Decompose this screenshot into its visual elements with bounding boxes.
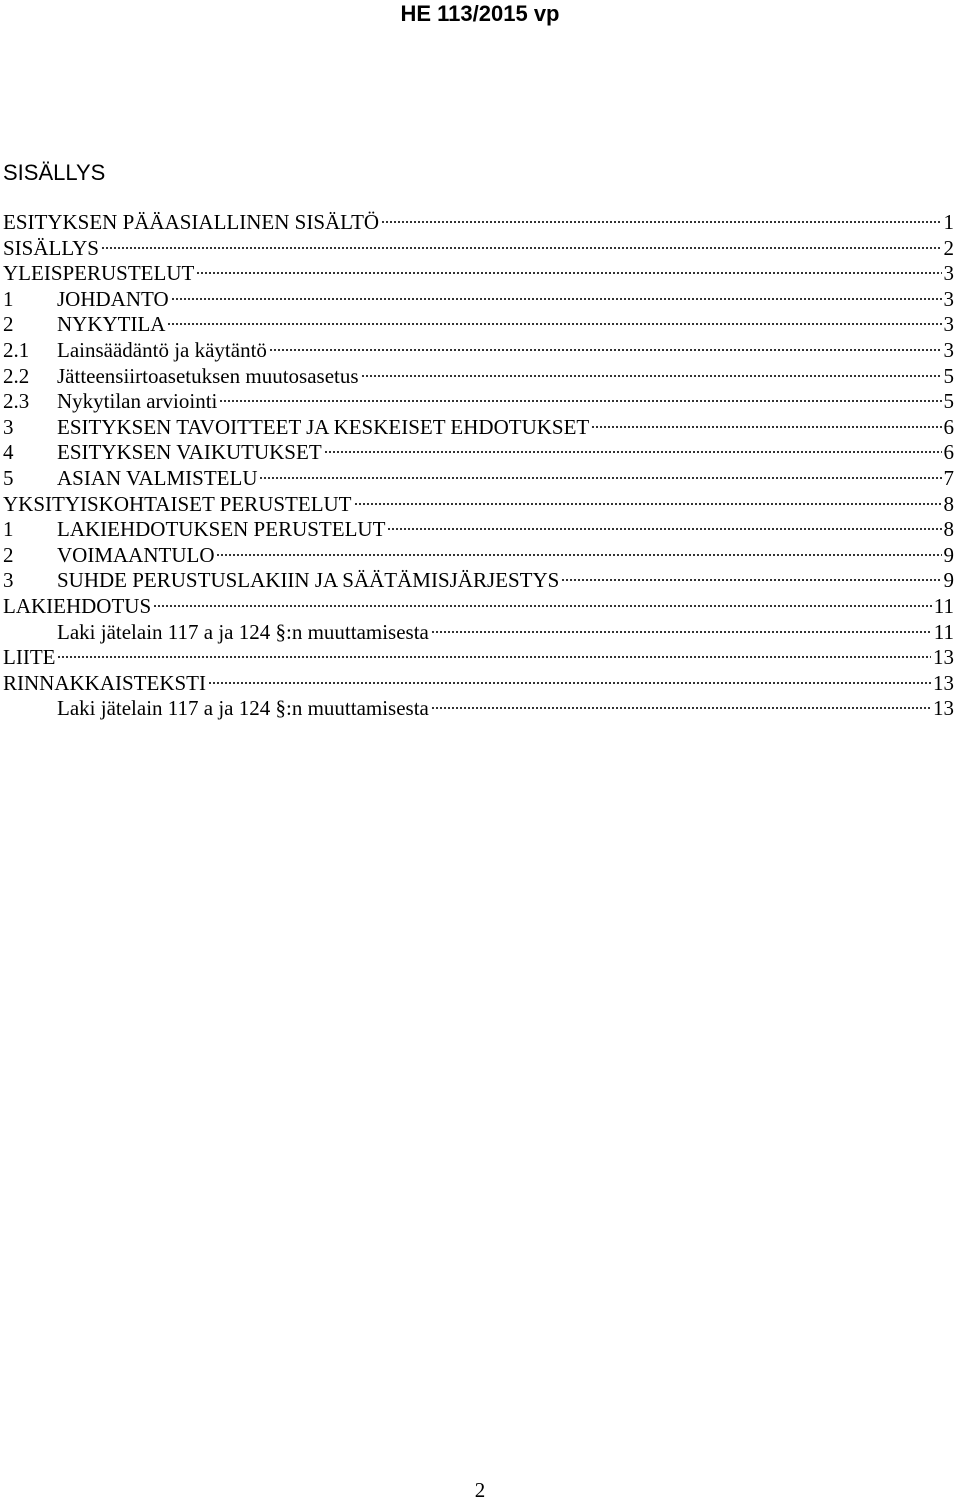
toc-entry-page: 8 — [943, 517, 954, 542]
toc-dot-leader — [216, 553, 941, 557]
toc-entry-label: SUHDE PERUSTUSLAKIIN JA SÄÄTÄMISJÄRJESTYS — [57, 568, 560, 593]
toc-entry[interactable] — [3, 645, 954, 671]
toc-entry-page: 2 — [943, 235, 954, 260]
toc-entry-number: 2.2 — [3, 363, 30, 388]
toc-entry-label: LIITE — [3, 645, 56, 670]
toc-entry-page: 9 — [943, 568, 954, 593]
page-number: 2 — [474, 1478, 486, 1502]
toc-entry[interactable] — [3, 620, 954, 646]
toc-dot-leader — [171, 297, 942, 301]
toc-entry[interactable] — [3, 568, 954, 594]
toc-dot-leader — [381, 220, 941, 224]
toc-entry-page: 5 — [943, 389, 954, 414]
toc-dot-leader — [269, 348, 942, 352]
toc-entry-label: JOHDANTO — [57, 286, 169, 311]
toc-entry[interactable] — [3, 312, 954, 338]
toc-entry-page: 3 — [943, 312, 954, 337]
toc-entry-label: Laki jätelain 117 a ja 124 §:n muuttamisesta — [57, 696, 429, 721]
section-title: SISÄLLYS — [3, 160, 106, 185]
toc-entry[interactable] — [3, 364, 954, 390]
toc-entry-page: 8 — [943, 491, 954, 516]
toc-entry-number: 3 — [3, 568, 14, 593]
toc-dot-leader — [196, 271, 941, 275]
toc-entry-label: LAKIEHDOTUKSEN PERUSTELUT — [57, 517, 386, 542]
table-of-contents — [3, 210, 954, 722]
toc-entry-page: 13 — [933, 670, 954, 695]
toc-entry[interactable] — [3, 594, 954, 620]
toc-entry-label: ESITYKSEN TAVOITTEET JA KESKEISET EHDOTUKSET — [57, 414, 590, 439]
toc-dot-leader — [153, 604, 932, 608]
toc-dot-leader — [101, 246, 942, 250]
toc-entry-page: 7 — [943, 465, 954, 490]
toc-entry[interactable] — [3, 543, 954, 569]
toc-entry-label: RINNAKKAISTEKSTI — [3, 670, 206, 695]
toc-entry-page: 3 — [943, 337, 954, 362]
toc-dot-leader — [219, 399, 941, 403]
toc-dot-leader — [387, 527, 941, 531]
toc-entry-number: 3 — [3, 414, 14, 439]
toc-entry-label: Lainsäädäntö ja käytäntö — [57, 337, 267, 362]
toc-entry[interactable] — [3, 210, 954, 236]
toc-entry[interactable] — [3, 415, 954, 441]
toc-entry-page: 13 — [933, 645, 954, 670]
toc-entry-page: 13 — [933, 696, 954, 721]
toc-entry[interactable] — [3, 671, 954, 697]
toc-entry-number: 1 — [3, 517, 14, 542]
toc-entry-page: 5 — [943, 363, 954, 388]
toc-entry-page: 3 — [943, 286, 954, 311]
toc-entry-page: 11 — [933, 619, 954, 644]
toc-entry-page: 1 — [943, 210, 954, 234]
toc-entry-page: 11 — [933, 593, 954, 618]
toc-dot-leader — [561, 578, 941, 582]
toc-entry-number: 2.1 — [3, 337, 30, 362]
toc-dot-leader — [259, 476, 941, 480]
toc-entry[interactable] — [3, 389, 954, 415]
toc-entry-label: VOIMAANTULO — [57, 542, 215, 567]
toc-entry-label: NYKYTILA — [57, 312, 166, 337]
toc-entry[interactable] — [3, 492, 954, 518]
toc-entry-label: ESITYKSEN VAIKUTUKSET — [57, 440, 322, 465]
toc-entry-label: ASIAN VALMISTELU — [57, 465, 258, 490]
toc-dot-leader — [591, 425, 941, 429]
toc-dot-leader — [354, 502, 942, 506]
toc-entry-number: 2 — [3, 312, 14, 337]
toc-dot-leader — [167, 322, 941, 326]
toc-entry-label: ESITYKSEN PÄÄASIALLINEN SISÄLTÖ — [3, 210, 380, 234]
toc-entry[interactable] — [3, 261, 954, 287]
toc-entry-page: 3 — [943, 261, 954, 286]
toc-entry-number: 1 — [3, 286, 14, 311]
toc-entry-number: 4 — [3, 440, 14, 465]
toc-entry-label: Laki jätelain 117 a ja 124 §:n muuttamisesta — [57, 619, 429, 644]
toc-entry-label: Nykytilan arviointi — [57, 389, 218, 414]
document-header: HE 113/2015 vp — [400, 1, 560, 26]
toc-dot-leader — [431, 630, 932, 634]
toc-entry-page: 6 — [943, 414, 954, 439]
toc-entry[interactable] — [3, 696, 954, 722]
toc-entry[interactable] — [3, 517, 954, 543]
toc-entry-label: LAKIEHDOTUS — [3, 593, 152, 618]
toc-dot-leader — [208, 681, 931, 685]
toc-entry-page: 6 — [943, 440, 954, 465]
toc-entry-label: YLEISPERUSTELUT — [3, 261, 195, 286]
toc-dot-leader — [57, 655, 931, 659]
toc-entry-label: YKSITYISKOHTAISET PERUSTELUT — [3, 491, 352, 516]
toc-entry-number: 5 — [3, 465, 14, 490]
toc-dot-leader — [431, 706, 931, 710]
toc-entry[interactable] — [3, 466, 954, 492]
toc-entry[interactable] — [3, 338, 954, 364]
toc-entry[interactable] — [3, 236, 954, 262]
toc-entry-page: 9 — [943, 542, 954, 567]
toc-entry[interactable] — [3, 440, 954, 466]
toc-dot-leader — [361, 374, 942, 378]
toc-entry-number: 2 — [3, 542, 14, 567]
toc-entry-label: Jätteensiirtoasetuksen muutosasetus — [57, 363, 359, 388]
toc-entry[interactable] — [3, 287, 954, 313]
toc-entry-number: 2.3 — [3, 389, 30, 414]
toc-entry-label: SISÄLLYS — [3, 235, 99, 260]
toc-dot-leader — [324, 450, 942, 454]
